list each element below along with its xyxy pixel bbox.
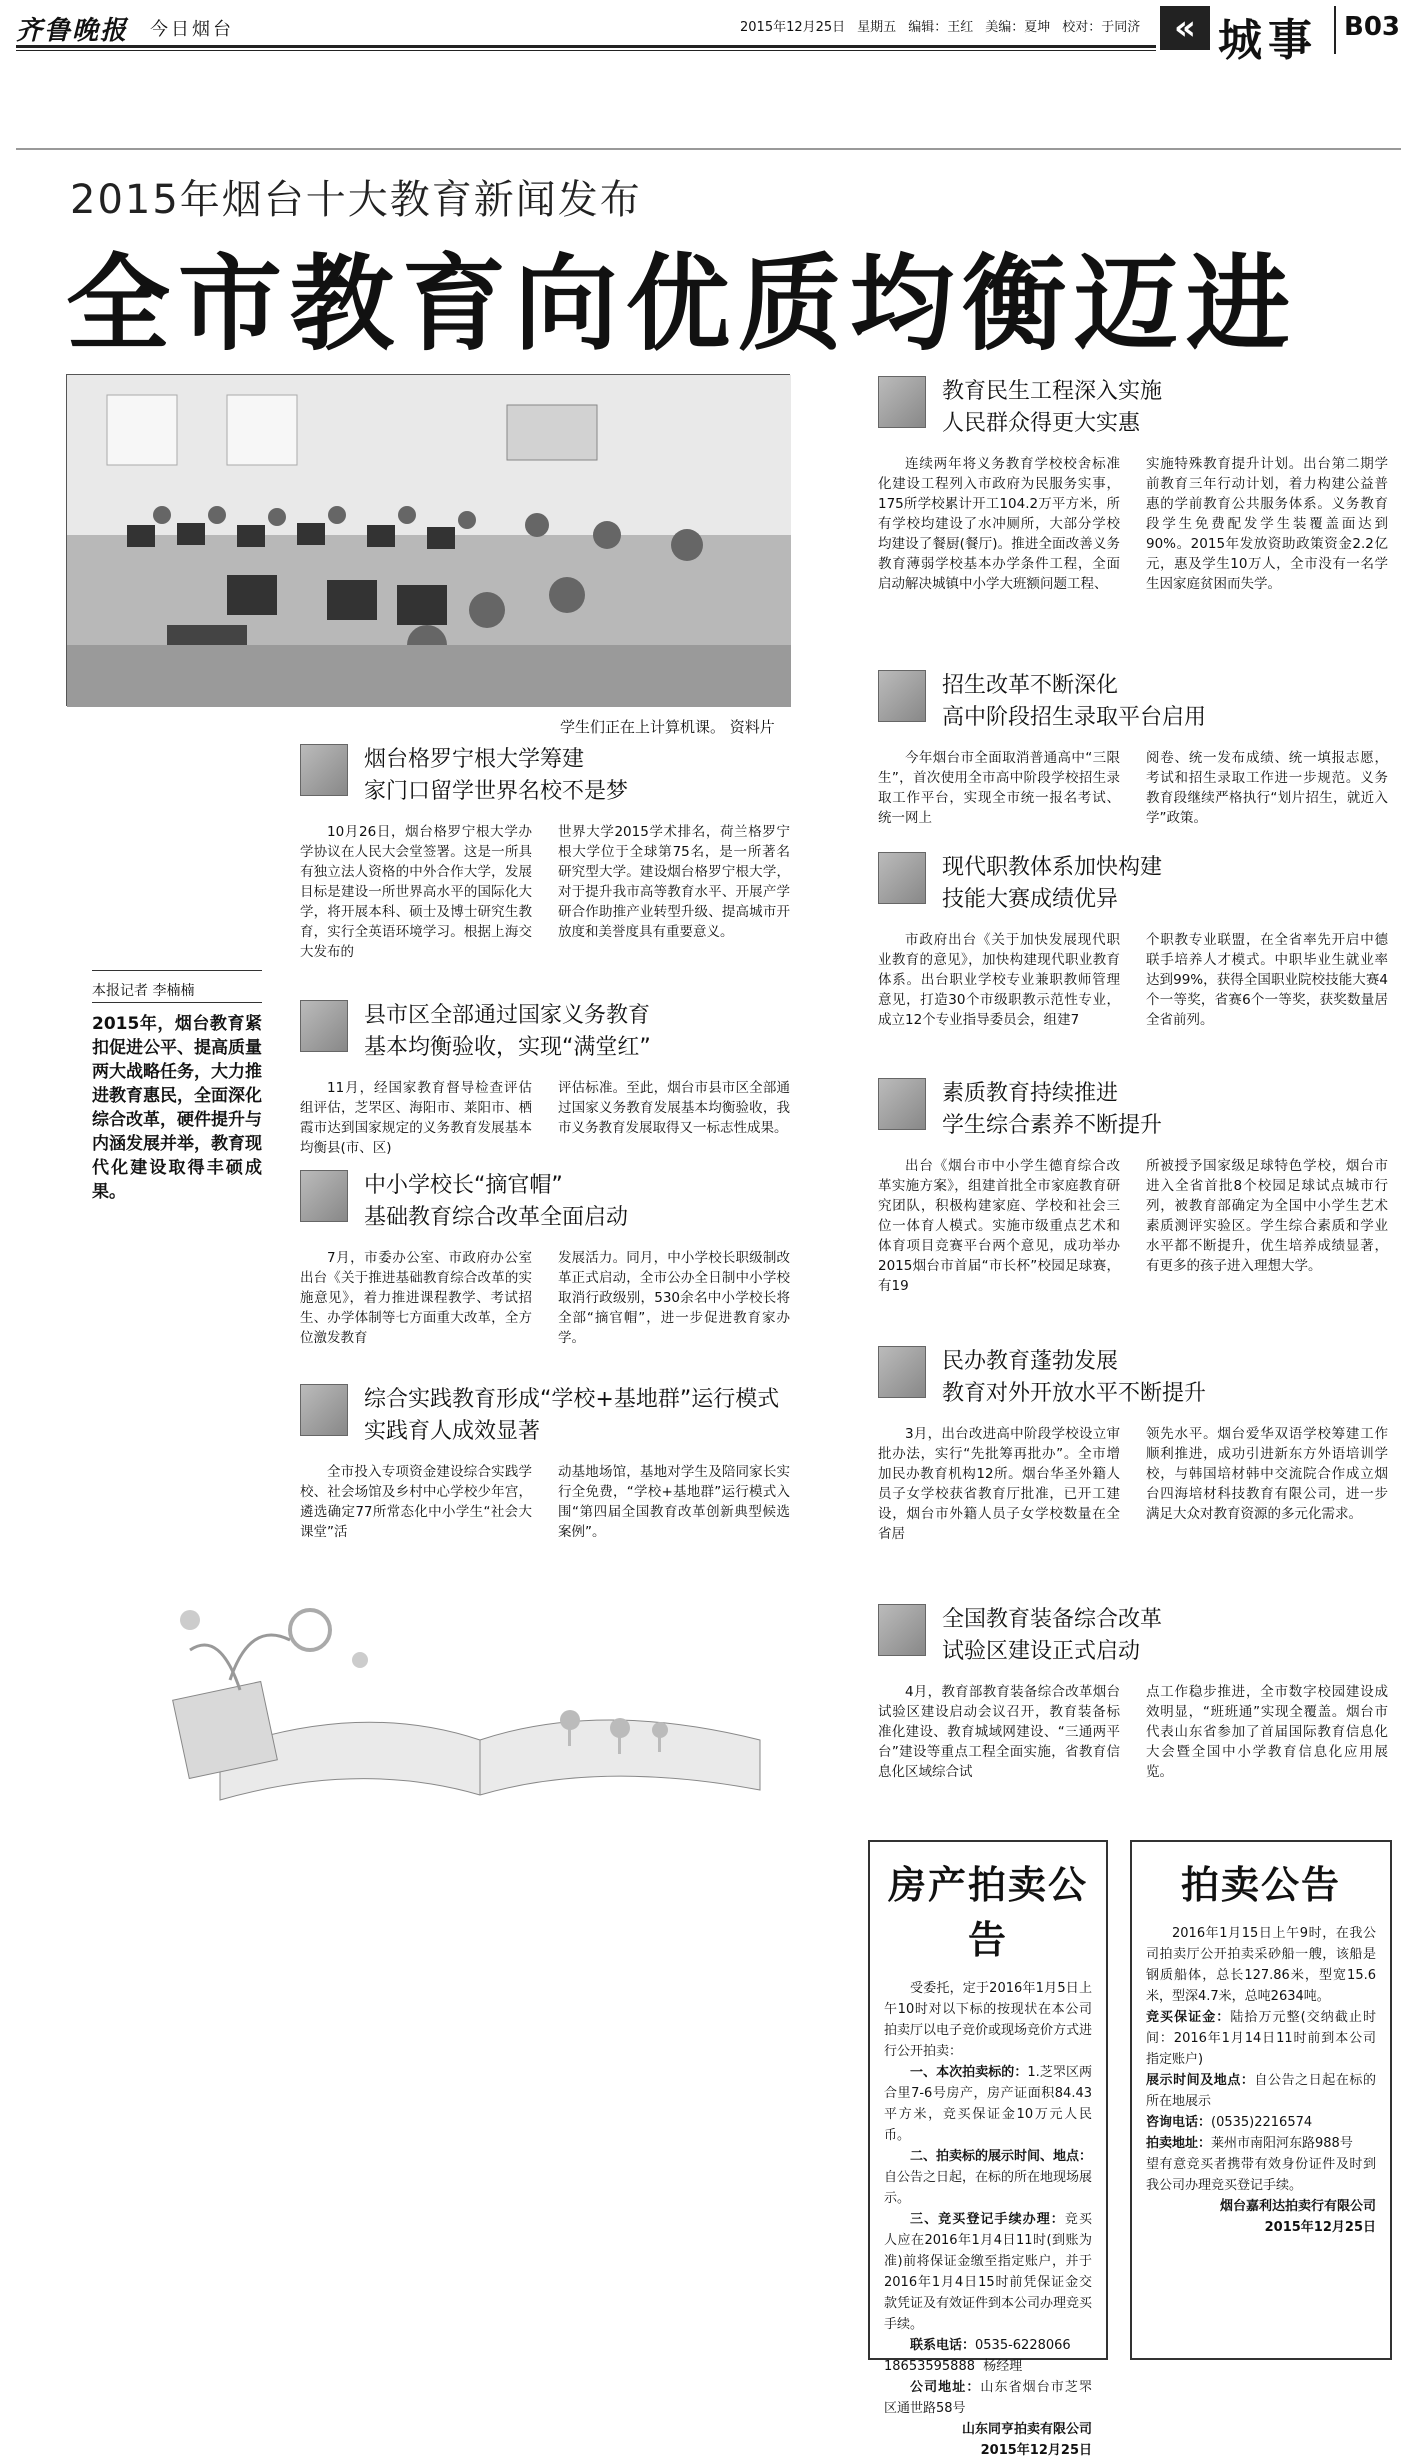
story-body — [300, 1248, 790, 1348]
phone-label: 联系电话： — [910, 2338, 976, 2353]
story-head — [300, 1170, 790, 1234]
property-auction-notice — [868, 1840, 1108, 2458]
proofreader: 校对：于同济 — [1062, 20, 1141, 35]
deposit-text: 陆拾万元整(交纳截止时间：2016年1月14日11时前到本公司指定账户) — [1146, 2010, 1376, 2067]
story-title — [942, 852, 1162, 916]
story-column: 阅卷、统一发布成绩、统一填报志愿，考试和招生录取工作进一步规范。义务教育段继续严格执行“划片招生，就近入学”政策。 — [1146, 750, 1388, 826]
notice-item-label: 二、拍卖标的展示时间、地点： — [910, 2149, 1093, 2164]
notice-title: 拍卖公告 — [1180, 1863, 1341, 1907]
story-column: 出台《烟台市中小学生德育综合改革实施方案》，组建首批全市家庭教育研究团队，积极构建家庭、学校和社会三位一体育人模式。实施市级重点艺术和体育项目竞赛平台两个意见，成功举办2015烟台市首届“市长杯”校园足球赛，有19 — [878, 1158, 1120, 1294]
notice-show — [1146, 2070, 1376, 2112]
designer: 美编：夏坤 — [985, 20, 1051, 35]
story-head — [878, 1078, 1388, 1142]
story-column: 点工作稳步推进，全市数字校园建设成效明显，“班班通”实现全覆盖。烟台市代表山东省参加了首届国际教育信息化大会暨全国中小学教育信息化应用展览。 — [1146, 1684, 1388, 1780]
story-title-line1: 全国教育装备综合改革 — [942, 1607, 1163, 1632]
story-column: 7月，市委办公室、市政府办公室出台《关于推进基础教育综合改革的实施意见》，着力推进课程教学、考试招生、办学体制等七方面重大改革，全方位激发教育 — [300, 1250, 532, 1346]
story-body — [300, 1462, 790, 1542]
notice-item-label: 一、本次拍卖标的： — [910, 2065, 1028, 2080]
story-equipment-reform — [878, 1604, 1388, 1782]
story-head — [878, 852, 1388, 916]
story-enrollment-reform — [878, 670, 1388, 828]
classroom-photo — [66, 374, 790, 706]
square-icon — [878, 852, 926, 904]
story-title-line1: 民办教育蓬勃发展 — [942, 1349, 1119, 1374]
story-private-education — [878, 1346, 1388, 1544]
story-body — [878, 1424, 1388, 1544]
notice-address — [884, 2377, 1092, 2419]
story-head — [878, 1604, 1388, 1668]
page-number: B03 — [1344, 12, 1400, 42]
notice-intro: 受委托，定于2016年1月5日上午10时对以下标的按现状在本公司拍卖厅以电子竞价或现场竞价方式进行公开拍卖： — [884, 1981, 1093, 2059]
story-title-line1: 素质教育持续推进 — [942, 1081, 1119, 1106]
story-head — [300, 744, 790, 808]
story-title-line1: 烟台格罗宁根大学筹建 — [364, 747, 585, 772]
story-column: 个职教专业联盟，在全省率先开启中德联手培养人才模式。中职毕业生就业率达到99%，获得全国职业院校技能大赛4个一等奖，省赛6个一等奖，获奖数量居全省前列。 — [1146, 932, 1388, 1028]
phone-number: 18653595888 — [884, 2359, 975, 2374]
story-title-line2: 实践育人成效显著 — [364, 1419, 541, 1444]
lead-rule-mid — [92, 1002, 262, 1003]
notice-item — [884, 2209, 1092, 2335]
header-meta — [740, 16, 1140, 35]
story-title-line1: 综合实践教育形成“学校+基地群”运行模式 — [364, 1387, 780, 1412]
story-title-line2: 试验区建设正式启动 — [942, 1639, 1141, 1664]
lead-rule-top — [92, 970, 262, 971]
square-icon — [300, 1384, 348, 1436]
notice-address — [1146, 2133, 1376, 2154]
story-title-line2: 基本均衡验收，实现“满堂红” — [364, 1035, 651, 1060]
address-label: 拍卖地址： — [1146, 2136, 1212, 2151]
story-column: 所被授予国家级足球特色学校，烟台市进入全省首批8个校园足球试点城市行列，被教育部确定为全国中小学生艺术素质测评实验区。学生综合素质和学业水平都不断提升，优生培养成绩显著，有更多的孩子进入理想大学。 — [1146, 1158, 1388, 1274]
chevron-icon: « — [1160, 6, 1210, 50]
story-title — [942, 1346, 1206, 1410]
header-rule-thin — [16, 50, 1156, 51]
story-title-line2: 学生综合素养不断提升 — [942, 1113, 1163, 1138]
address-text: 莱州市南阳河东路988号 — [1211, 2136, 1353, 2151]
story-column: 11月，经国家教育督导检查评估组评估，芝罘区、海阳市、莱阳市、栖霞市达到国家规定的义务教育发展基本均衡县(市、区) — [300, 1080, 532, 1156]
show-text: 自公告之日起在标的所在地展示 — [1146, 2073, 1376, 2109]
story-title-line2: 教育对外开放水平不断提升 — [942, 1381, 1207, 1406]
story-title-line1: 县市区全部通过国家义务教育 — [364, 1003, 651, 1028]
story-title — [364, 1384, 779, 1448]
classroom-illustration — [67, 375, 791, 707]
masthead-bar — [16, 8, 234, 48]
story-body — [878, 1682, 1388, 1782]
byline: 本报记者 李楠楠 — [92, 983, 195, 999]
story-head — [878, 670, 1388, 734]
book-icon — [160, 1580, 800, 1820]
notice-remark: 望有意竞买者携带有效身份证件及时到我公司办理竞买登记手续。 — [1146, 2157, 1376, 2193]
notice-contact — [884, 2335, 1092, 2377]
story-vocational-education — [878, 852, 1388, 1030]
story-body — [878, 930, 1388, 1030]
story-column: 世界大学2015学术排名，荷兰格罗宁根大学位于全球第75名，是一所著名研究型大学。建设烟台格罗宁根大学，对于提升我市高等教育水平、开展产学研合作助推产业转型升级、提高城市开放度和美誉度具有重要意义。 — [558, 824, 790, 940]
story-body — [300, 1078, 790, 1158]
story-groningen — [300, 744, 790, 962]
address-label: 公司地址： — [910, 2380, 981, 2395]
square-icon — [300, 1170, 348, 1222]
notice-item-text: 自公告之日起，在标的所在地现场展示。 — [884, 2170, 1093, 2206]
story-quality-education — [878, 1078, 1388, 1296]
notice-phone — [1146, 2112, 1376, 2133]
story-principal-reform — [300, 1170, 790, 1348]
story-column: 市政府出台《关于加快发展现代职业教育的意见》，加快构建现代职业教育体系。出台职业学校专业兼职教师管理意见，打造30个市级职教示范性专业，成立12个专业指导委员会，组建7 — [878, 932, 1120, 1028]
story-head — [300, 1000, 790, 1064]
story-title — [364, 1000, 651, 1064]
story-title — [942, 670, 1206, 734]
story-body — [878, 1156, 1388, 1296]
story-title — [364, 744, 628, 808]
notice-item — [884, 2146, 1092, 2209]
editor: 编辑：王红 — [908, 20, 974, 35]
square-icon — [878, 670, 926, 722]
story-title-line2: 家门口留学世界名校不是梦 — [364, 779, 629, 804]
phone-number: 0535-6228066 — [975, 2338, 1071, 2353]
notice-intro: 2016年1月15日上午9时，在我公司拍卖厅公开拍卖采砂船一艘，该船是钢质船体，总长127.86米，型宽15.6米，型深4.7米，总吨2634吨。 — [1146, 1926, 1376, 2004]
story-balanced-education — [300, 1000, 790, 1158]
notice-date: 2015年12月25日 — [1264, 2220, 1376, 2235]
address-text: 山东省烟台市芝罘区通世路58号 — [884, 2380, 1092, 2416]
story-title-line1: 招生改革不断深化 — [942, 673, 1119, 698]
story-head — [878, 376, 1388, 440]
square-icon — [300, 1000, 348, 1052]
deposit-label: 竞买保证金： — [1146, 2010, 1231, 2025]
story-livelihood-project — [878, 376, 1388, 594]
section-title: 城事 — [1218, 15, 1318, 66]
weekday: 星期五 — [857, 20, 897, 35]
story-column: 发展活力。同月，中小学校长职级制改革正式启动，全市公办全日制中小学校取消行政级别，530余名中小学校长将全部“摘官帽”，进一步促进教育家办学。 — [558, 1250, 790, 1346]
story-column: 全市投入专项资金建设综合实践学校、社会场馆及乡村中心学校少年宫，遴选确定77所常态化中小学生“社会大课堂”活 — [300, 1464, 532, 1540]
story-column: 评估标准。至此，烟台市县市区全部通过国家义务教育发展基本均衡验收，我市义务教育发展取得又一标志性成果。 — [558, 1080, 790, 1136]
story-column: 今年烟台市全面取消普通高中“三限生”，首次使用全市高中阶段学校招生录取工作平台，实现全市统一报名考试、统一网上 — [878, 750, 1120, 826]
story-title-line2: 基础教育综合改革全面启动 — [364, 1205, 629, 1230]
phone-label: 咨询电话： — [1146, 2115, 1212, 2130]
story-column: 实施特殊教育提升计划。出台第二期学前教育三年行动计划，着力构建公益普惠的学前教育公共服务体系。义务教育段学生免费配发学生装覆盖面达到90%。2015年发放资助政策资金2.2亿元，惠及学生10万人，全市没有一名学生因家庭贫困而失学。 — [1146, 456, 1388, 592]
open-book-illustration — [160, 1580, 800, 1820]
story-column: 领先水平。烟台爱华双语学校筹建工作顺利推进，成功引进新东方外语培训学校，与韩国培材韩中交流院合作成立烟台四海培材科技教育有限公司，进一步满足大众对教育资源的多元化需求。 — [1146, 1426, 1388, 1522]
story-column: 连续两年将义务教育学校校舍标准化建设工程列入市政府为民服务实事，175所学校累计开工104.2万平方米，所有学校均建设了水冲厕所，大部分学校均建设了餐厨(餐厅)。推进全面改善义务教育薄弱学校基本办学条件工程，全面启动解决城镇中小学大班额问题工程、 — [878, 456, 1120, 592]
story-column: 4月，教育部教育装备综合改革烟台试验区建设启动会议召开，教育装备标准化建设、教育城域网建设、“三通两平台”建设等重点工程全面实施，省教育信息化区域综合试 — [878, 1684, 1120, 1780]
story-title — [942, 376, 1162, 440]
story-column: 3月，出台改进高中阶段学校设立审批办法，实行“先批筹再批办”。全市增加民办教育机构12所。烟台华圣外籍人员子女学校获省教育厅批准，已开工建设，烟台市外籍人员子女学校数量在全省居 — [878, 1426, 1120, 1542]
story-title-line2: 技能大赛成绩优异 — [942, 887, 1119, 912]
story-title-line1: 教育民生工程深入实施 — [942, 379, 1163, 404]
issue-date: 2015年12月25日 — [740, 20, 846, 35]
story-title — [942, 1078, 1162, 1142]
contact-person: 杨经理 — [983, 2359, 1023, 2374]
header-rule — [16, 45, 1156, 48]
ship-auction-notice — [1130, 1840, 1392, 2360]
story-body — [300, 822, 790, 962]
phone-number: (0535)2216574 — [1211, 2115, 1313, 2130]
story-title-line1: 中小学校长“摘官帽” — [364, 1173, 563, 1198]
square-icon — [878, 376, 926, 428]
story-head — [878, 1346, 1388, 1410]
top-divider — [16, 148, 1401, 150]
story-head — [300, 1384, 790, 1448]
notice-item-label: 三、竞买登记手续办理： — [910, 2212, 1065, 2227]
square-icon — [300, 744, 348, 796]
story-title-line1: 现代职教体系加快构建 — [942, 855, 1163, 880]
notice-title: 房产拍卖公告 — [887, 1863, 1088, 1962]
story-title-line2: 人民群众得更大实惠 — [942, 411, 1141, 436]
story-body — [878, 454, 1388, 594]
article-kicker: 2015年烟台十大教育新闻发布 — [70, 177, 642, 223]
square-icon — [878, 1078, 926, 1130]
square-icon — [878, 1604, 926, 1656]
story-title-line2: 高中阶段招生录取平台启用 — [942, 705, 1207, 730]
section-left: 今日烟台 — [150, 19, 235, 40]
notice-date: 2015年12月25日 — [980, 2443, 1092, 2458]
article-lead: 2015年，烟台教育紧扣促进公平、提高质量两大战略任务，大力推进教育惠民，全面深化综合改革，硬件提升与内涵发展并举，教育现代化建设取得丰硕成果。 — [92, 1014, 262, 1202]
notice-item-text: 1.芝罘区两合里7-6号房产，房产证面积84.43平方米，竞买保证金10万元人民币。 — [884, 2065, 1092, 2143]
photo-caption: 学生们正在上计算机课。 资料片 — [560, 718, 775, 736]
story-column: 动基地场馆，基地对学生及陪同家长实行全免费，“学校+基地群”运行模式入围“第四届全国教育改革创新典型候选案例”。 — [558, 1464, 790, 1540]
story-body — [878, 748, 1388, 828]
notice-item-text: 竞买人应在2016年1月4日11时(到账为准)前将保证金缴至指定账户，并于2016年1月4日15时前凭保证金交款凭证及有效证件到本公司办理竞买手续。 — [884, 2212, 1093, 2332]
story-column: 10月26日，烟台格罗宁根大学办学协议在人民大会堂签署。这是一所具有独立法人资格的中外合作大学，发展目标是建设一所世界高水平的国际化大学，将开展本科、硕士及博士研究生教育，实行全英语环境学习。根据上海交大发布的 — [300, 824, 532, 960]
show-label: 展示时间及地点： — [1146, 2073, 1255, 2088]
story-title — [364, 1170, 628, 1234]
story-practice-education — [300, 1384, 790, 1542]
notice-company: 烟台嘉利达拍卖行有限公司 — [1219, 2199, 1376, 2214]
header-divider — [1334, 6, 1336, 54]
masthead: 齐鲁晚报 — [16, 15, 129, 46]
notice-item — [884, 2062, 1092, 2146]
square-icon — [878, 1346, 926, 1398]
story-title — [942, 1604, 1162, 1668]
notice-company: 山东同亨拍卖有限公司 — [961, 2422, 1092, 2437]
article-headline: 全市教育向优质均衡迈进 — [66, 243, 1299, 365]
notice-deposit — [1146, 2007, 1376, 2070]
